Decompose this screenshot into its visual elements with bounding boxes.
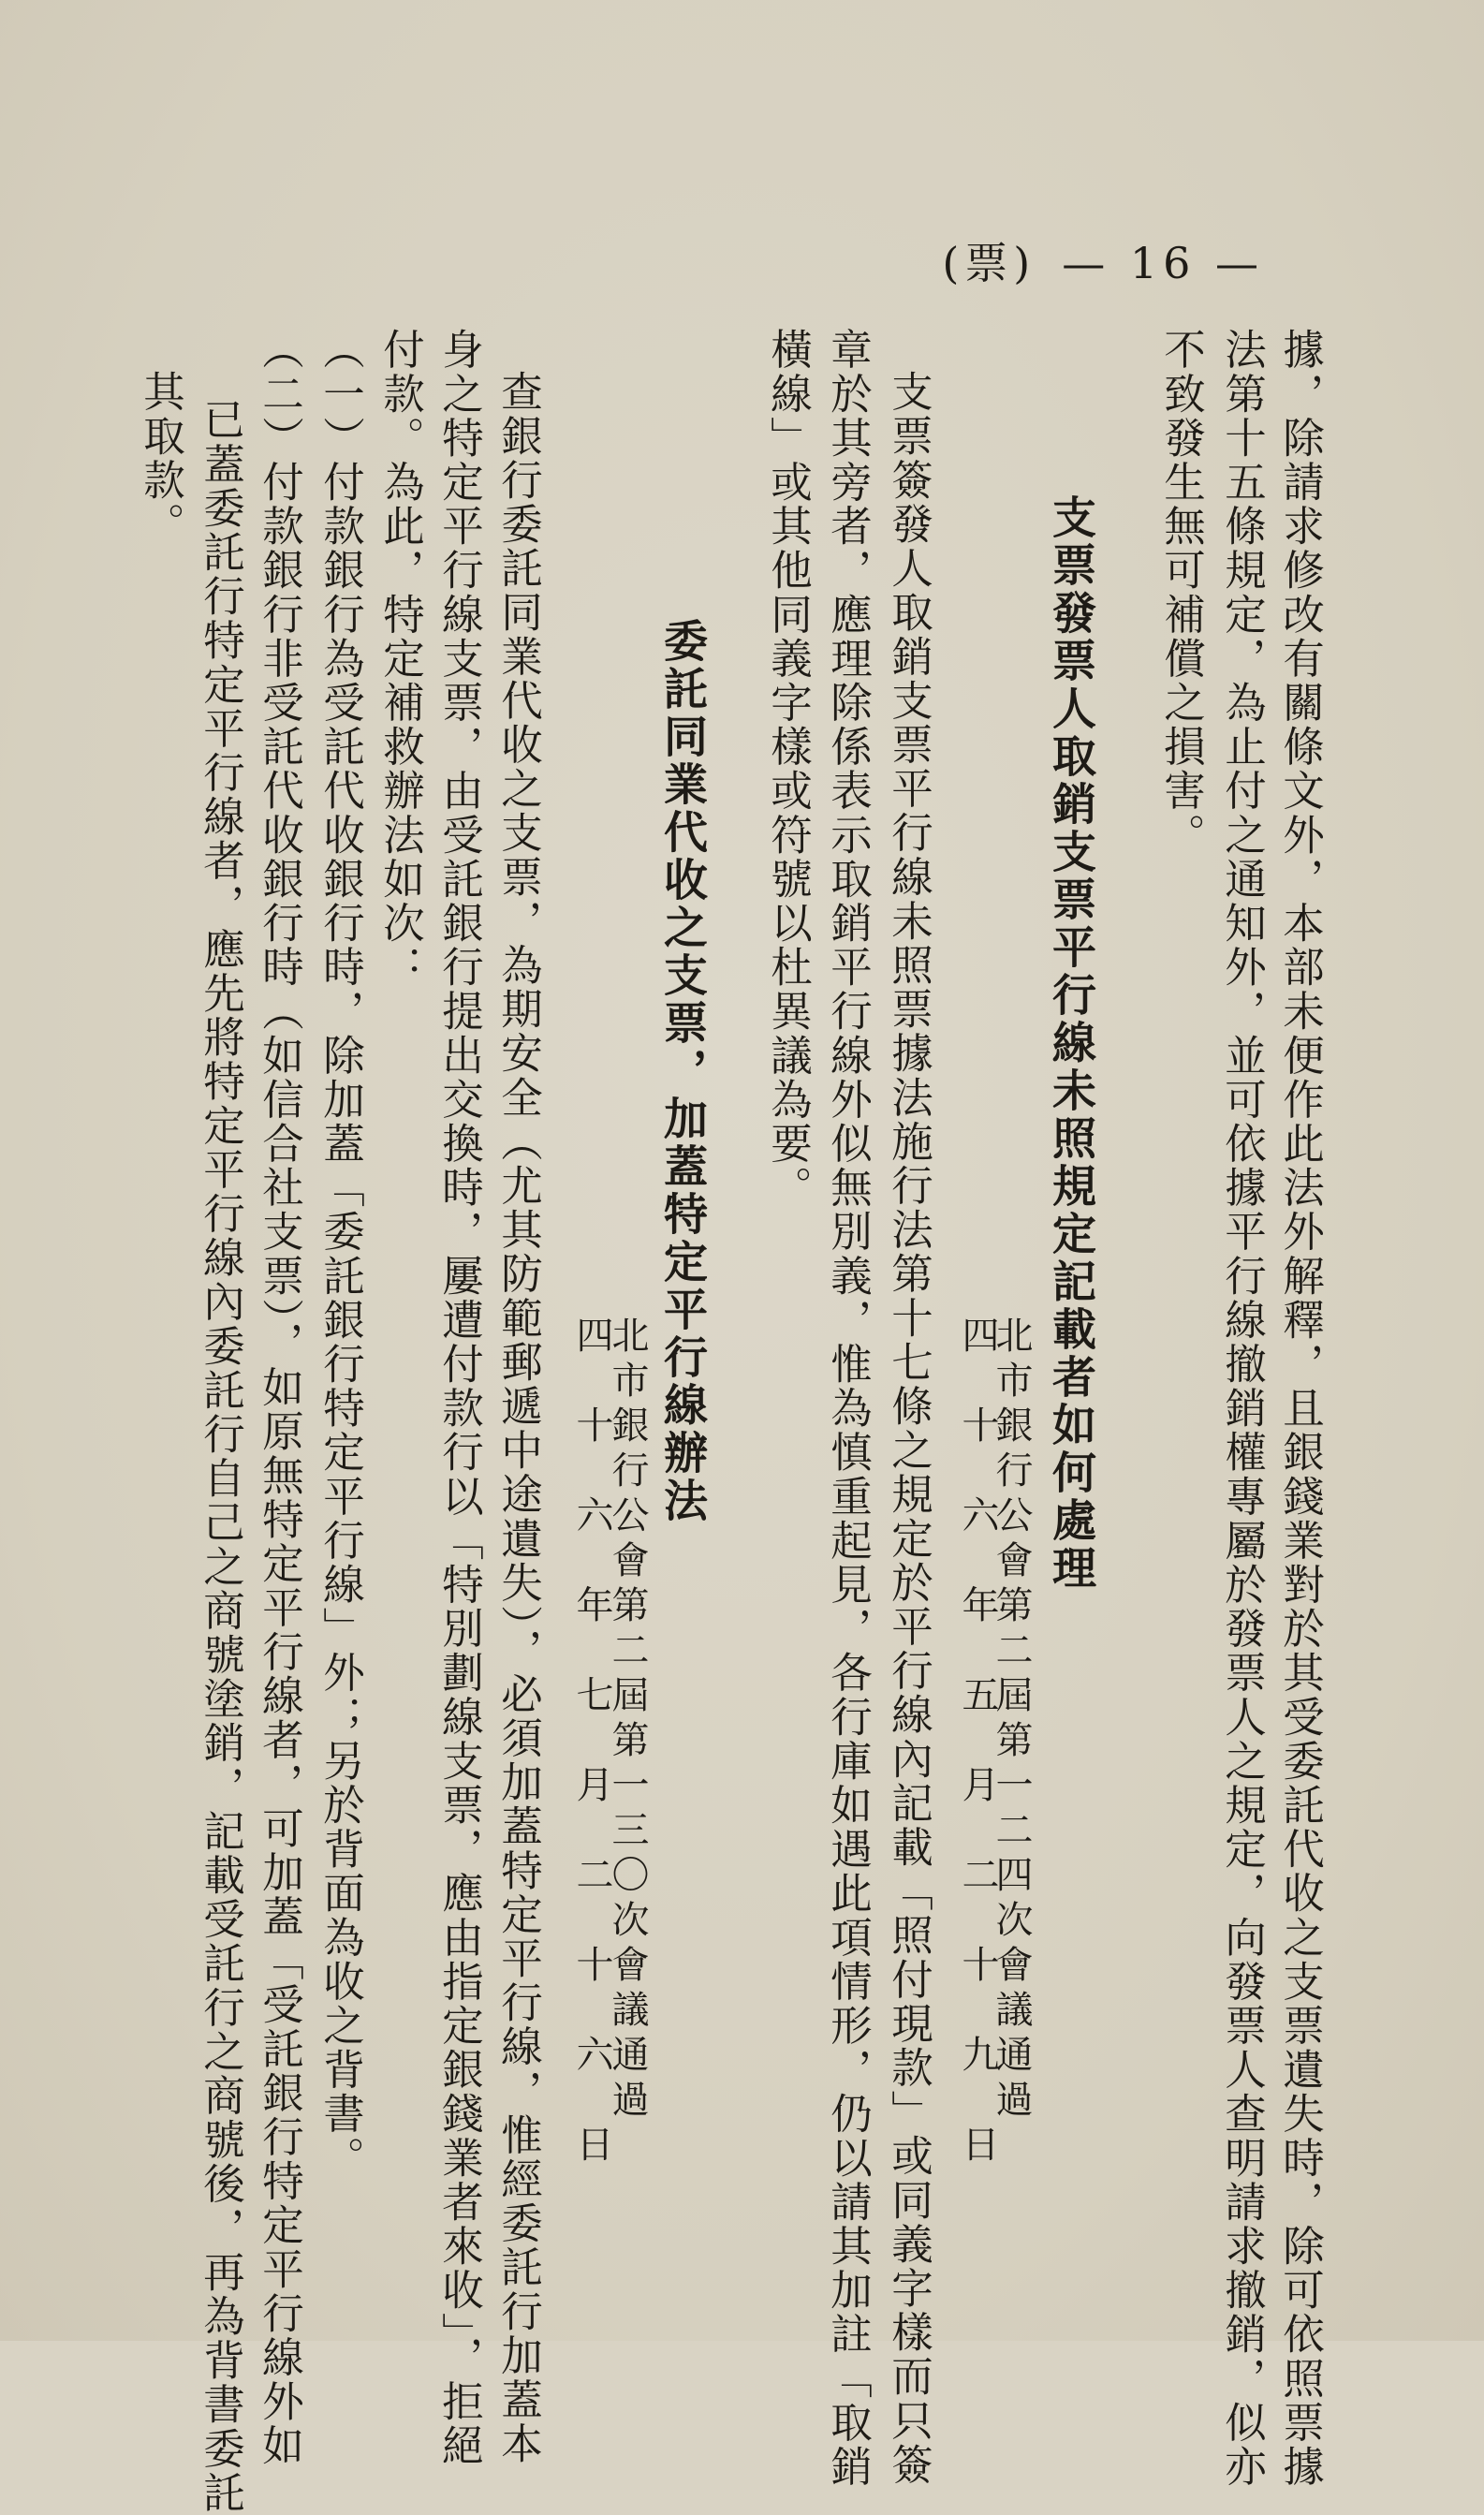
body-text-column: 身之特定平行線支票，由受託銀行提出交換時，屢遭付款行以「特別劃線支票，應由指定銀錢業者來收」，拒絕 xyxy=(434,328,483,2468)
body-text-column: 章於其旁者，應理除係表示取銷平行線外似無別義，惟為慎重起見，各行庫如遇此項情形，仍以請其加註「取銷 xyxy=(823,328,872,2489)
body-text-column: （二）付款銀行非受託代收銀行時（如信合社支票），如原無特定平行線者，可加蓋「受託銀行特定平行線外如 xyxy=(255,328,303,2468)
body-text-column: 支票簽發人取銷支票平行線未照票據法施行法第十七條之規定於平行線內記載「照付現款」或同義字樣而只簽 xyxy=(884,370,933,2487)
approval-note: 北市銀行公會第二屆第一三〇次會議通過 xyxy=(606,1316,649,2125)
body-text-column: 不致發生無可補償之損害。 xyxy=(1156,328,1205,858)
page-number: — 16 — xyxy=(1062,238,1264,288)
section-heading: 委託同業代收之支票，加蓋特定平行線辦法 xyxy=(656,618,708,1525)
body-text-column: （一）付款銀行為受託代收銀行時，除加蓋「委託銀行特定平行線」外；另於背面為收之背書。 xyxy=(316,328,364,2181)
body-text-column: 已蓋委託行特定平行線者，應先將特定平行線內委託行自己之商號塗銷，記載受託行之商號後，再為背書委託 xyxy=(196,398,244,2515)
body-text-column: 查銀行委託同業代收之支票，為期安全（尤其防範郵遞中途遺失），必須加蓋特定平行線，惟經委託行加蓋本 xyxy=(493,370,542,2466)
body-text-column: 法第十五條規定，為止付之通知外，並可依據平行線撤銷權專屬於發票人之規定，向發票人查明請求撤銷，似亦 xyxy=(1217,328,1266,2489)
approval-date: 四 十 六 年 五 月 二 十 九 日 xyxy=(956,1316,999,2169)
body-text-column: 橫線」或其他同義字樣或符號以杜異議為要。 xyxy=(763,328,812,1210)
body-text-column: 據，除請求修改有關條文外，本部未便作此法外解釋，且銀錢業對於其受委託代收之支票遺失時，除可依照票據 xyxy=(1275,328,1324,2489)
section-heading: 支票發票人取銷支票平行線未照規定記載者如何處理 xyxy=(1045,494,1096,1593)
page-header xyxy=(916,229,1264,291)
body-text-column: 付款。為此，特定補救辦法如次： xyxy=(375,328,424,990)
approval-date: 四 十 六 年 七 月 二 十 六 日 xyxy=(570,1316,613,2169)
approval-note: 北市銀行公會第二屆第一二四次會議通過 xyxy=(990,1316,1033,2125)
body-text-column: 其取款。 xyxy=(136,370,184,547)
section-label: (票) xyxy=(942,238,1036,288)
